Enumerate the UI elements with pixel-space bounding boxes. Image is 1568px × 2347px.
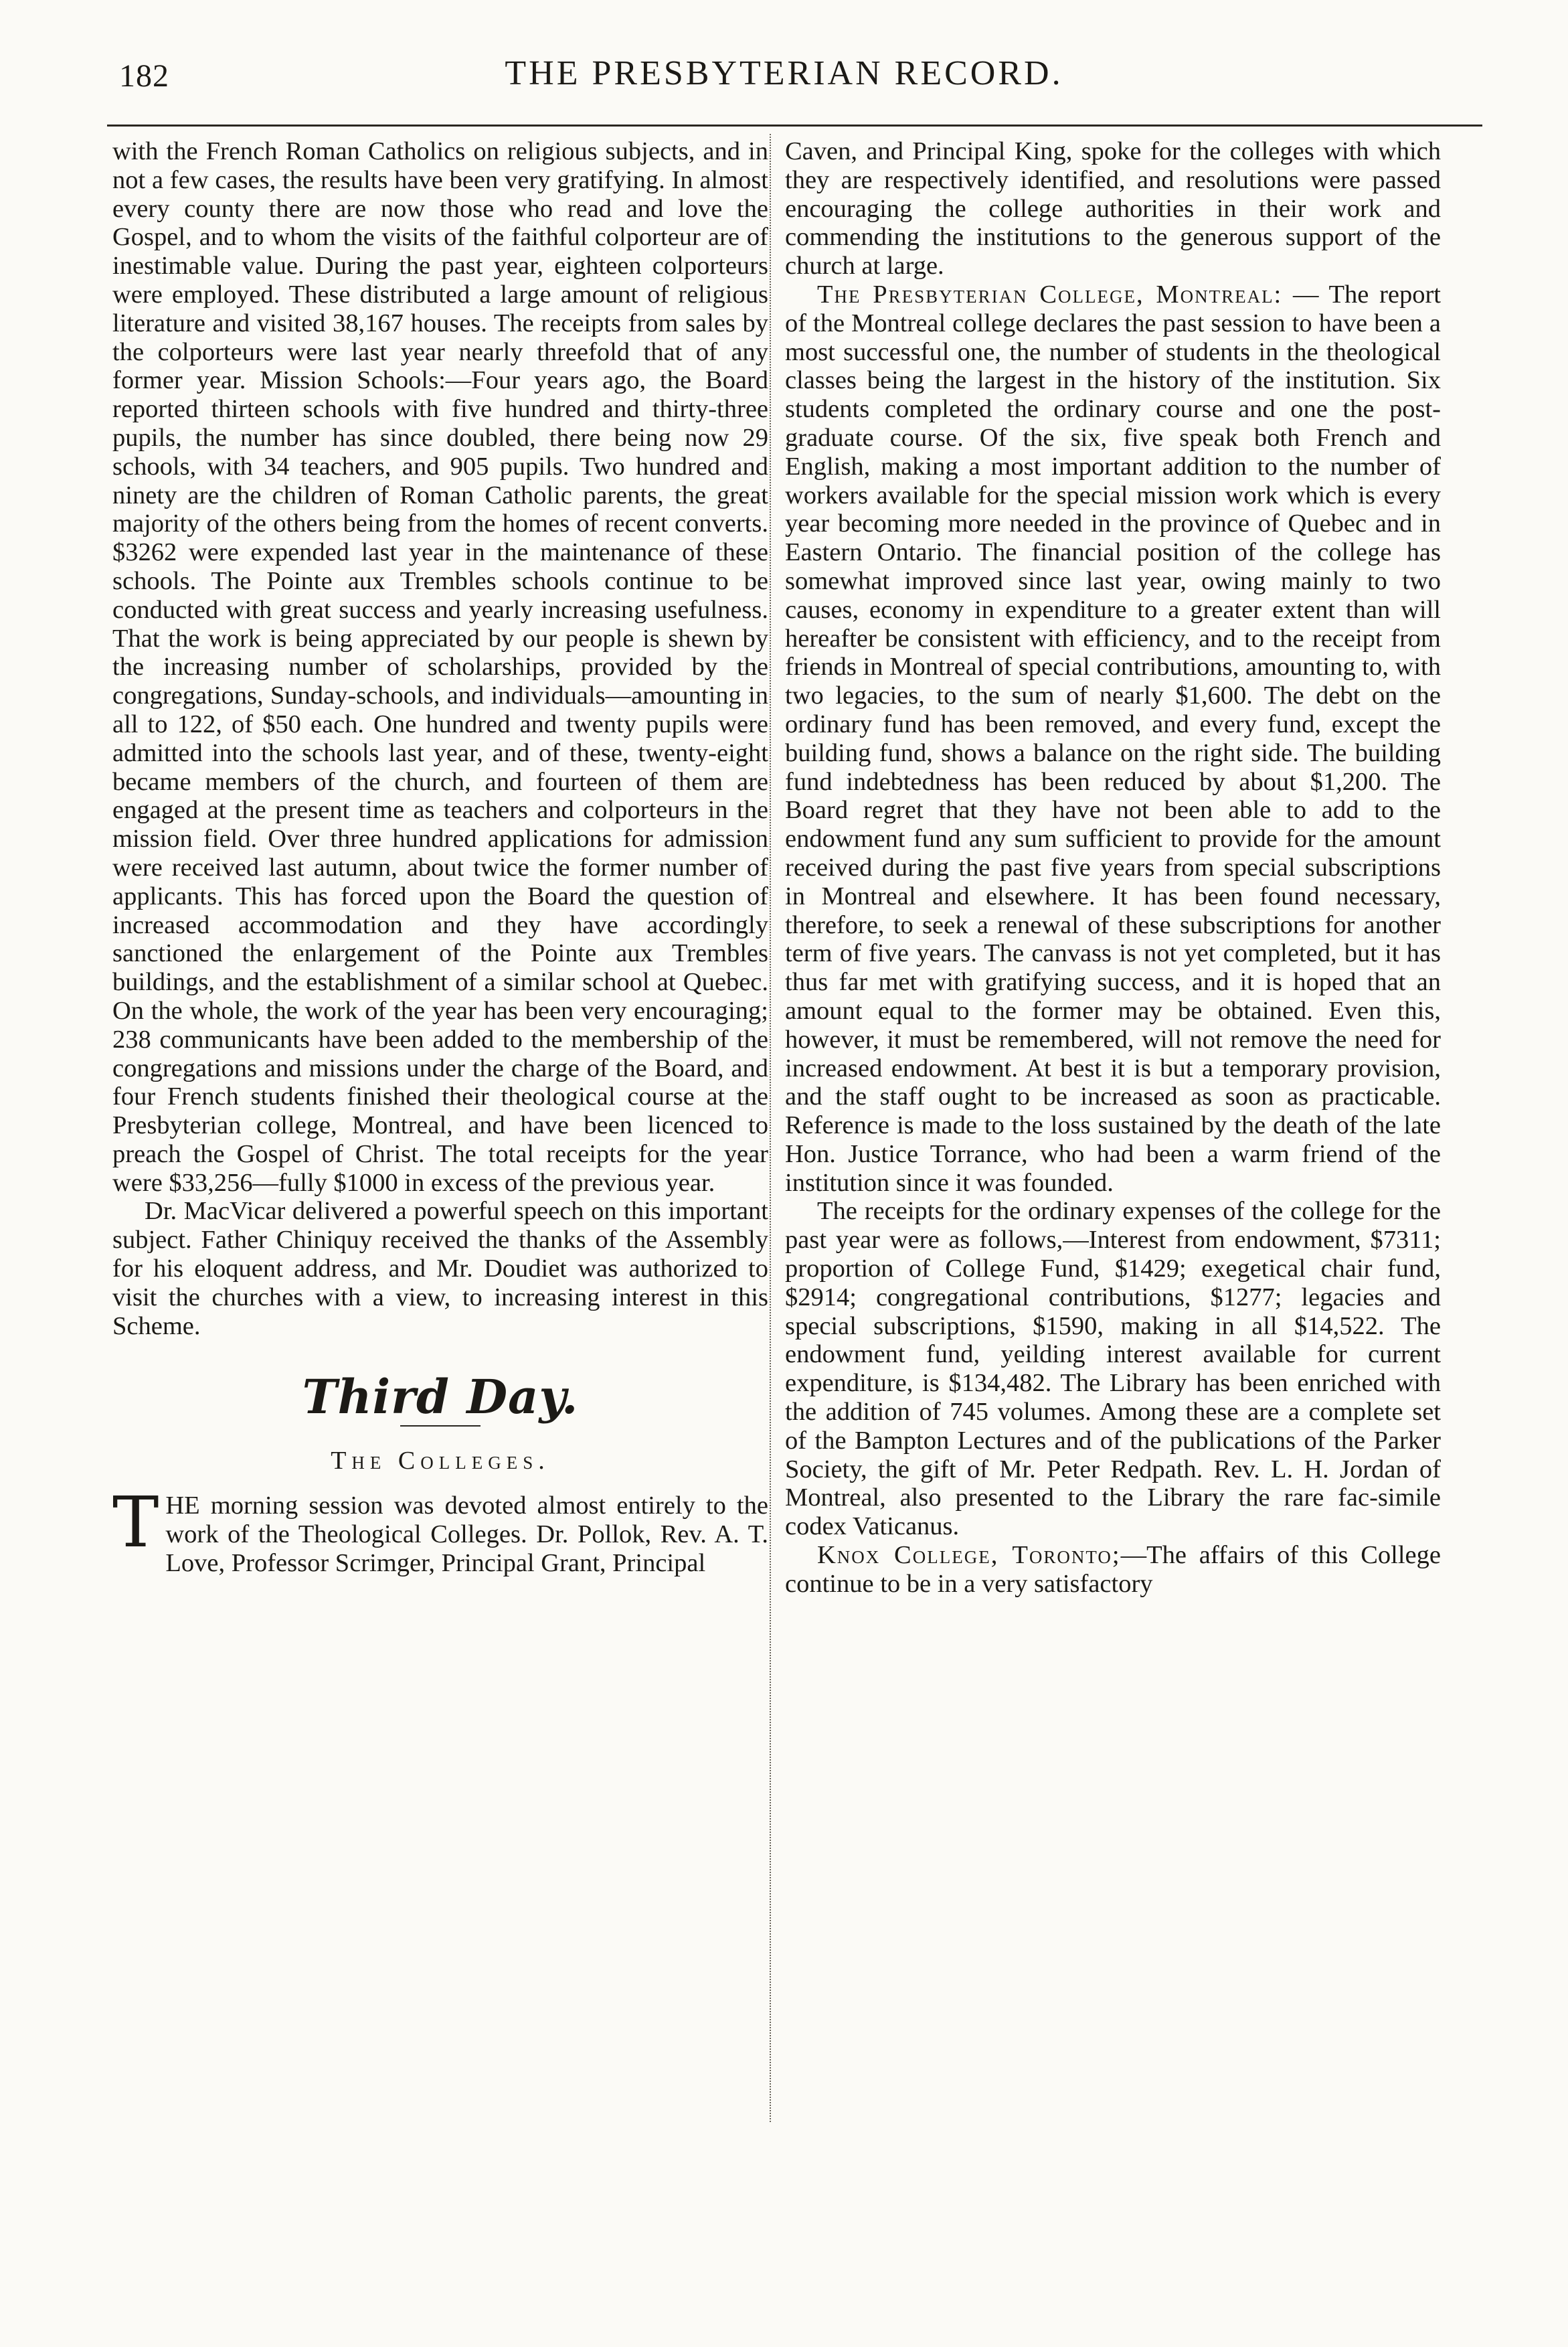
left-column bbox=[112, 137, 768, 1577]
left-paragraph-3 bbox=[112, 1481, 768, 1577]
subheading: The Colleges. bbox=[331, 1447, 550, 1475]
drop-cap: T bbox=[112, 1481, 159, 1564]
section-heading: Third Day. bbox=[302, 1369, 579, 1425]
heading-rule bbox=[400, 1425, 481, 1427]
column-divider bbox=[770, 134, 771, 2122]
left-paragraph-3-text: HE morning session was devoted almost entirely to the work of the Theological Colleges. Dr. Pollok, Rev. A. T. Love, Professor Scrimger, Principal Grant, Principal bbox=[165, 1491, 768, 1577]
page-number: 182 bbox=[119, 58, 169, 94]
left-paragraph-1: with the French Roman Catholics on religious subjects, and in not a few cases, the results have been very gratifying. In almost every county there are now those who read and love the Gospel, and to whom the visits of the faithful colporteur are of inestimable value. During the past year, eighteen colporteurs were employed. These distributed a large amount of religious literature and visited 38,167 houses. The receipts from sales by the colporteurs were last year nearly threefold that of any former year. Mission Schools:—Four years ago, the Board reported thirteen schools with five hundred and thirty-three pupils, the number has since doubled, there being now 29 schools, with 34 teachers, and 905 pupils. Two hundred and ninety are the children of Roman Catholic parents, the great majority of the others being from the homes of recent converts. $3262 were expended last year in the maintenance of these schools. The Pointe aux Trembles schools continue to be conducted with great success and yearly increasing usefulness. That the work is being appreciated by our people is shewn by the increasing number of scholarships, provided by the congregations, Sunday-schools, and individuals—amounting in all to 122, of $50 each. One hundred and twenty pupils were admitted into the schools last year, and of these, twenty-eight became members of the church, and fourteen of them are engaged at the present time as teachers and colporteurs in the mission field. Over three hundred applications for admission were received last autumn, about twice the former number of applicants. This has forced upon the Board the question of increased accommodation and they have accordingly sanctioned the enlargement of the Pointe aux Trembles buildings, and the establishment of a similar school at Quebec. On the whole, the work of the year has been very encouraging; 238 communicants have been added to the membership of the congregations and missions under the charge of the Board, and four French students finished their theological course at the Presbyterian college, Montreal, and have been licenced to preach the Gospel of Christ. The total receipts for the year were $33,256—fully $1000 in excess of the previous year. bbox=[112, 137, 768, 1197]
right-paragraph-2-text: — The report of the Montreal college declares the past session to have been a most successful one, the number of students in the theological classes being the largest in the history of the institution. Six students completed the ordinary course and one the post-graduate course. Of the six, five speak both French and English, making a most important addition to the number of workers available for the special mission work which is every year becoming more needed in the province of Quebec and in Eastern Ontario. The financial position of the college has somewhat improved since last year, owing mainly to two causes, economy in expenditure to a greater extent than will hereafter be consistent with efficiency, and to the receipt from friends in Montreal of special contributions, amounting to, with two legacies, to the sum of nearly $1,600. The debt on the ordinary fund has been removed, and every fund, except the building fund, shows a balance on the right side. The building fund indebtedness has been reduced by about $1,200. The Board regret that they have not been able to add to the endowment fund any sum sufficient to provide for the amount received during the past five years from special subscriptions in Montreal and elsewhere. It has been found necessary, therefore, to seek a renewal of these subscriptions for another term of five years. The canvass is not yet completed, but it has thus far met with gratifying success, and it is hoped that an amount equal to the former may be obtained. Even this, however, it must be remembered, will not remove the need for increased endowment. At best it is but a temporary provision, and the staff ought to be increased as soon as practicable. Reference is made to the loss sustained by the death of the late Hon. Justice Torrance, who had been a warm friend of the institution since it was founded. bbox=[785, 280, 1441, 1197]
left-paragraph-2: Dr. MacVicar delivered a powerful speech on this important subject. Father Chiniquy received the thanks of the Assembly for his eloquent address, and Mr. Doudiet was authorized to visit the churches with a view, to increasing interest in this Scheme. bbox=[112, 1197, 768, 1340]
right-column bbox=[785, 137, 1441, 1599]
montreal-college-heading: The Presbyterian College, Montreal: bbox=[817, 280, 1283, 309]
right-paragraph-4-text: —The affairs of this College continue to be in a very satisfactory bbox=[785, 1541, 1441, 1598]
running-title: THE PRESBYTERIAN RECORD. bbox=[505, 54, 1063, 92]
right-paragraph-1: Caven, and Principal King, spoke for the colleges with which they are respectively identified, and resolutions were passed encouraging the college authorities in their work and commending the institutions to the generous support of the church at large. bbox=[785, 137, 1441, 280]
right-paragraph-3: The receipts for the ordinary expenses of the college for the past year were as follows,—Interest from endowment, $7311; proportion of College Fund, $1429; exegetical chair fund, $2914; congregational contributions, $1277; legacies and special subscriptions, $1590, making in all $14,522. The endowment fund, yeilding interest available for current expenditure, is $134,482. The Library has been enriched with the addition of 745 volumes. Among these are a complete set of the Bampton Lectures and of the publications of the Parker Society, the gift of Mr. Peter Redpath. Rev. L. H. Jordan of Montreal, also presented to the Library the rare fac-simile codex Vaticanus. bbox=[785, 1197, 1441, 1541]
right-paragraph-2 bbox=[785, 280, 1441, 1198]
header-rule bbox=[107, 125, 1482, 127]
knox-college-heading: Knox College, Toronto; bbox=[817, 1541, 1121, 1570]
right-paragraph-4 bbox=[785, 1541, 1441, 1599]
